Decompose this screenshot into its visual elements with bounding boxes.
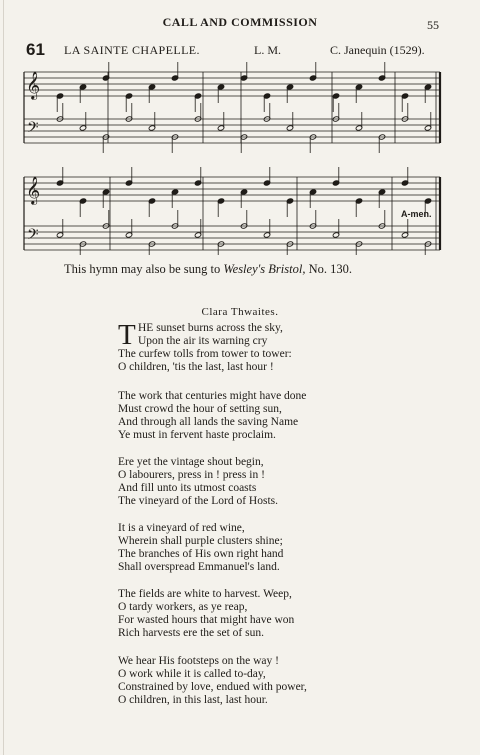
stanza-line: Constrained by love, endued with power, [118, 681, 307, 693]
stanza-line: Shall overspread Emmanuel's land. [118, 561, 280, 573]
stanza-line: It is a vineyard of red wine, [118, 522, 245, 534]
stanza-2 [118, 390, 306, 442]
stanza-1-line-3: The curfew tolls from tower to tower: [118, 348, 292, 360]
stanza-1-line-1: HE sunset burns across the sky, [138, 322, 283, 334]
composer: C. Janequin (1529). [330, 43, 425, 57]
stanza-1-line-4: O children, 'tis the last, last hour ! [118, 361, 274, 373]
bass-clef-icon: 𝄢 [27, 119, 39, 140]
stanza-line: Ye must in fervent haste proclaim. [118, 429, 276, 441]
stanza-line: The branches of His own right hand [118, 548, 284, 560]
section-title: CALL AND COMMISSION [162, 15, 318, 29]
alternate-tune-note: This hymn may also be sung to Wesley's Bristol, No. 130. [64, 262, 352, 276]
stanza-line: Rich harvests ere the set of sun. [118, 627, 264, 639]
stanza-line: Ere yet the vintage shout begin, [118, 456, 264, 468]
stanza-6 [118, 655, 307, 707]
tune-name: LA SAINTE CHAPELLE. [64, 43, 200, 57]
bass-clef-icon: 𝄢 [27, 226, 39, 247]
stanza-5 [118, 588, 294, 640]
stanza-line: O work while it is called to-day, [118, 668, 266, 680]
hymn-number: 61 [26, 40, 45, 59]
page-number: 55 [427, 18, 439, 32]
stanza-3 [118, 456, 278, 508]
stanza-1-line-2: Upon the air its warning cry [138, 335, 268, 347]
treble-clef-icon: 𝄞 [26, 176, 41, 204]
stanza-line: We hear His footsteps on the way ! [118, 655, 279, 667]
stanza-line: The work that centuries might have done [118, 390, 307, 402]
alternate-tune-name: Wesley's Bristol, [223, 262, 306, 276]
stanza-1-tail [118, 348, 292, 374]
stanza-line: Wherein shall purple clusters shine; [118, 535, 283, 547]
meter: L. M. [254, 43, 281, 57]
stanza-line: Must crowd the hour of setting sun, [118, 403, 282, 415]
stanza-4 [118, 522, 283, 574]
stanza-line: The vineyard of the Lord of Hosts. [118, 495, 279, 507]
stanza-line: O labourers, press in ! press in ! [118, 469, 265, 481]
stanza-line: O tardy workers, as ye reap, [118, 601, 248, 613]
stanza-line: The fields are white to harvest. Weep, [118, 588, 292, 600]
amen-label: A-men. [401, 209, 432, 219]
stanza-line: And fill unto its utmost coasts [118, 482, 257, 494]
stanza-line: O children, in this last, last hour. [118, 694, 268, 706]
stanza-line: For wasted hours that might have won [118, 614, 295, 626]
stanza-line: And through all lands the saving Name [118, 416, 299, 428]
hymn-author: Clara Thwaites. [201, 306, 279, 318]
treble-clef-icon: 𝄞 [26, 71, 41, 99]
drop-cap: T [118, 319, 136, 351]
